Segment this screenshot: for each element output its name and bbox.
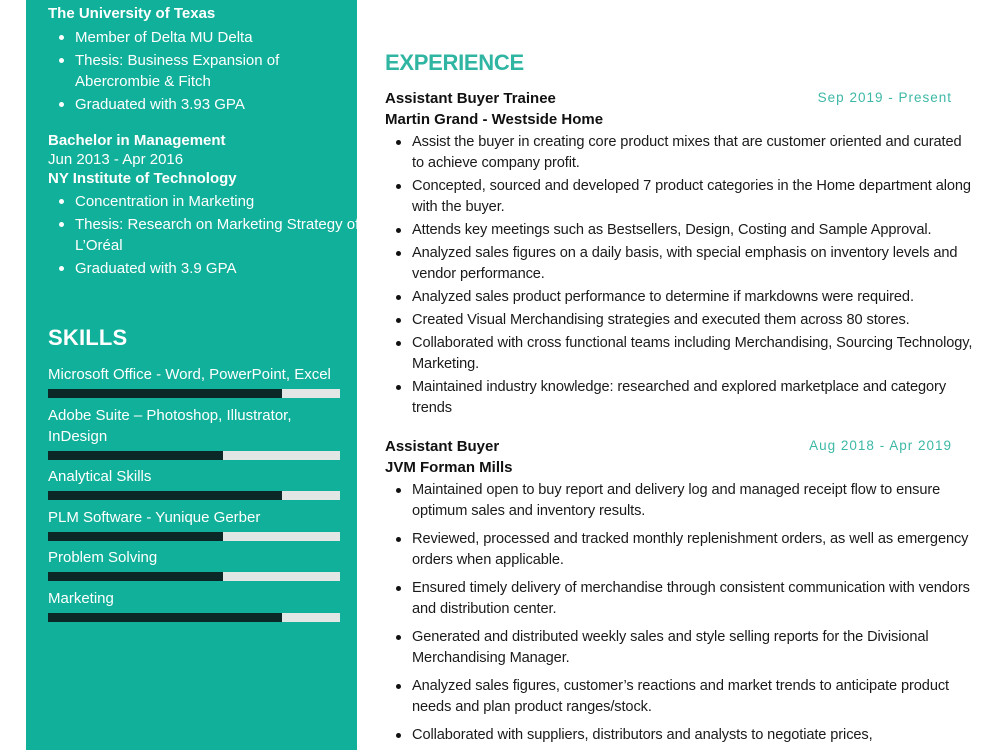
experience-title: EXPERIENCE [385,50,524,75]
job-bullet: Created Visual Merchandising strategies and executed them across 80 stores. [412,310,975,331]
sidebar [26,0,360,750]
skill-name: Analytical Skills [48,468,152,485]
education-degree: Bachelor in Management [48,132,226,149]
skill-bar [48,572,340,581]
education-bullets [48,191,358,279]
education-dates: Jun 2013 - Apr 2016 [48,151,184,168]
skill-bar [48,451,340,460]
skill-bar [48,613,340,622]
job-bullet: Assist the buyer in creating core product mixes that are customer oriented and curated to achieve company profit. [412,132,975,174]
education-entry-2 [48,131,358,281]
skill-bar [48,532,340,541]
skill-item [48,466,353,500]
skill-name: PLM Software - Yunique Gerber [48,509,261,526]
main-content [385,0,975,750]
skill-item [48,507,353,541]
job-bullet: Reviewed, processed and tracked monthly replenishment orders, as well as emergency orders when applicable. [412,529,975,571]
job-bullet: Analyzed sales figures, customer’s reactions and market trends to anticipate product needs and plan product ranges/stock. [412,676,975,718]
education-school: NY Institute of Technology [48,170,237,187]
skill-bar-fill [48,451,223,460]
skill-item [48,405,353,460]
job-bullet: Maintained open to buy report and delivery log and managed receipt flow to ensure optimum sales and inventory results. [412,480,975,522]
education-bullet: Graduated with 3.9 GPA [75,258,358,279]
job-title: Assistant Buyer [385,438,500,455]
education-entry-1 [48,4,353,117]
job-bullet: Ensured timely delivery of merchandise through consistent communication with vendors and distribution center. [412,578,975,620]
education-bullet: Thesis: Business Expansion of Abercrombie & Fitch [75,50,315,92]
skill-bar-fill [48,532,223,541]
job-bullets [385,480,975,746]
skill-bar [48,491,340,500]
job-bullet: Collaborated with suppliers, distributors and analysts to negotiate prices, [412,725,975,746]
education-bullet: Concentration in Marketing [75,191,358,212]
job-dates: Sep 2019 - Present [817,90,952,105]
education-bullet: Graduated with 3.93 GPA [75,94,353,115]
job-bullet: Analyzed sales figures on a daily basis, with special emphasis on inventory levels and vendor performance. [412,243,975,285]
skill-bar [48,389,340,398]
education-school: The University of Texas [48,5,216,22]
job-bullet: Maintained industry knowledge: researched and explored marketplace and category trends [412,377,975,419]
education-bullets [48,27,353,115]
job-company: Martin Grand - Westside Home [385,111,604,128]
job-title: Assistant Buyer Trainee [385,90,556,107]
skill-bar-fill [48,491,282,500]
skill-name: Problem Solving [48,549,158,566]
job-bullet: Concepted, sourced and developed 7 product categories in the Home department along with the buyer. [412,176,975,218]
skill-item [48,364,353,398]
job-bullet: Attends key meetings such as Bestsellers, Design, Costing and Sample Approval. [412,220,975,241]
job-bullet: Collaborated with cross functional teams including Merchandising, Sourcing Technology, Marketing. [412,333,975,375]
skills-title: SKILLS [48,325,128,350]
skill-item [48,588,353,622]
skill-bar-fill [48,572,223,581]
education-bullet: Member of Delta MU Delta [75,27,353,48]
skill-name: Marketing [48,590,114,607]
job-company: JVM Forman Mills [385,459,513,476]
job-entry-1 [385,88,975,421]
skill-bar-fill [48,613,282,622]
job-dates: Aug 2018 - Apr 2019 [809,438,952,453]
job-bullet: Generated and distributed weekly sales and style selling reports for the Divisional Merchandising Manager. [412,627,975,669]
job-entry-2 [385,436,975,753]
skill-name: Adobe Suite – Photoshop, Illustrator, InDesign [48,407,292,445]
job-bullets [385,132,975,419]
skill-item [48,547,353,581]
skill-bar-fill [48,389,282,398]
job-bullet: Analyzed sales product performance to determine if markdowns were required. [412,287,975,308]
education-bullet: Thesis: Research on Marketing Strategy of L’Oréal [75,216,360,254]
skill-name: Microsoft Office - Word, PowerPoint, Excel [48,366,331,383]
